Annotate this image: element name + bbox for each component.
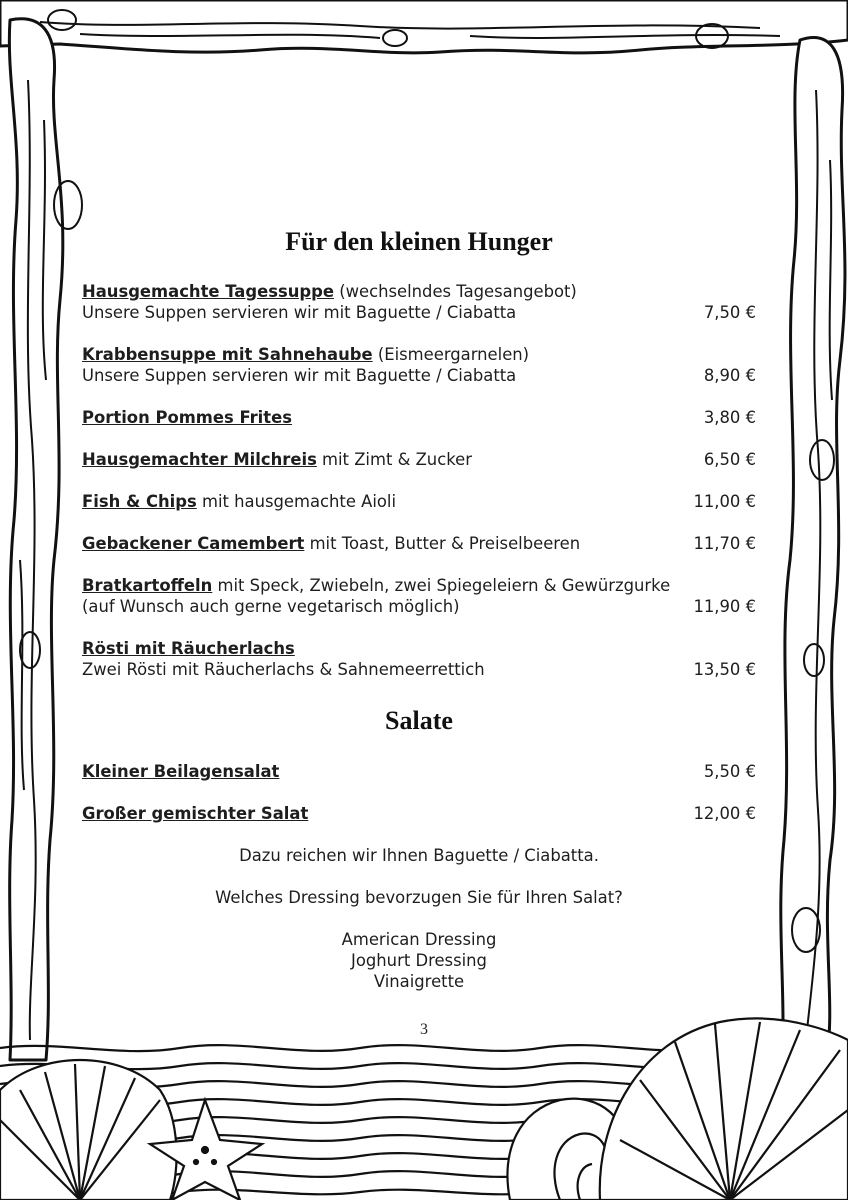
item-price: 6,50 € <box>703 450 756 469</box>
item-suffix: mit Toast, Butter & Preiselbeeren <box>304 534 581 553</box>
item-name: Gebackener Camembert <box>82 534 305 553</box>
menu-item-pommes <box>82 407 756 428</box>
item-description: (auf Wunsch auch gerne vegetarisch möglich) <box>82 597 460 616</box>
item-suffix: mit Speck, Zwiebeln, zwei Spiegeleiern & Gewürzgurke <box>212 576 671 595</box>
menu-item-gemischter-salat <box>82 803 756 824</box>
item-name: Krabbensuppe mit Sahnehaube <box>82 345 373 364</box>
item-price: 7,50 € <box>703 303 756 322</box>
item-name: Fish & Chips <box>82 492 197 511</box>
item-price: 8,90 € <box>703 366 756 385</box>
menu-item-krabbensuppe <box>82 344 756 386</box>
section-title-small-hunger: Für den kleinen Hunger <box>285 227 553 256</box>
item-suffix: (wechselndes Tagesangebot) <box>333 282 577 301</box>
item-description: Zwei Rösti mit Räucherlachs & Sahnemeerrettich <box>82 660 485 679</box>
item-name: Großer gemischter Salat <box>82 804 309 823</box>
page-number: 3 <box>420 1021 428 1038</box>
item-price: 11,90 € <box>693 597 756 616</box>
dressing-option: American Dressing <box>341 930 497 949</box>
menu-item-milchreis <box>82 449 756 470</box>
item-description: Unsere Suppen servieren wir mit Baguette / Ciabatta <box>82 303 517 322</box>
item-price: 5,50 € <box>703 762 756 781</box>
menu-item-bratkartoffeln <box>82 575 756 617</box>
dressing-question: Welches Dressing bevorzugen Sie für Ihren Salat? <box>215 888 623 907</box>
item-suffix: mit hausgemachte Aioli <box>196 492 397 511</box>
item-price: 11,70 € <box>693 534 756 553</box>
menu-item-camembert <box>82 533 756 554</box>
item-name: Rösti mit Räucherlachs <box>82 639 295 658</box>
item-price: 12,00 € <box>693 804 756 823</box>
item-description: Unsere Suppen servieren wir mit Baguette / Ciabatta <box>82 366 517 385</box>
dressing-option: Joghurt Dressing <box>351 951 487 970</box>
menu-item-fish-chips <box>82 491 756 512</box>
dressing-option: Vinaigrette <box>373 972 465 991</box>
menu-item-roesti <box>82 638 756 680</box>
menu-item-tagessuppe <box>82 281 756 323</box>
item-name: Hausgemachter Milchreis <box>82 450 317 469</box>
item-price: 11,00 € <box>693 492 756 511</box>
menu-item-beilagensalat <box>82 761 756 782</box>
item-name: Portion Pommes Frites <box>82 408 293 427</box>
section-title-salads: Salate <box>385 706 453 735</box>
menu-content <box>82 224 756 992</box>
item-name: Kleiner Beilagensalat <box>82 762 280 781</box>
item-name: Hausgemachte Tagessuppe <box>82 282 334 301</box>
item-price: 3,80 € <box>703 408 756 427</box>
item-suffix: (Eismeergarnelen) <box>372 345 530 364</box>
item-price: 13,50 € <box>693 660 756 679</box>
item-suffix: mit Zimt & Zucker <box>316 450 472 469</box>
bread-note: Dazu reichen wir Ihnen Baguette / Ciabatta. <box>239 846 599 865</box>
item-name: Bratkartoffeln <box>82 576 213 595</box>
